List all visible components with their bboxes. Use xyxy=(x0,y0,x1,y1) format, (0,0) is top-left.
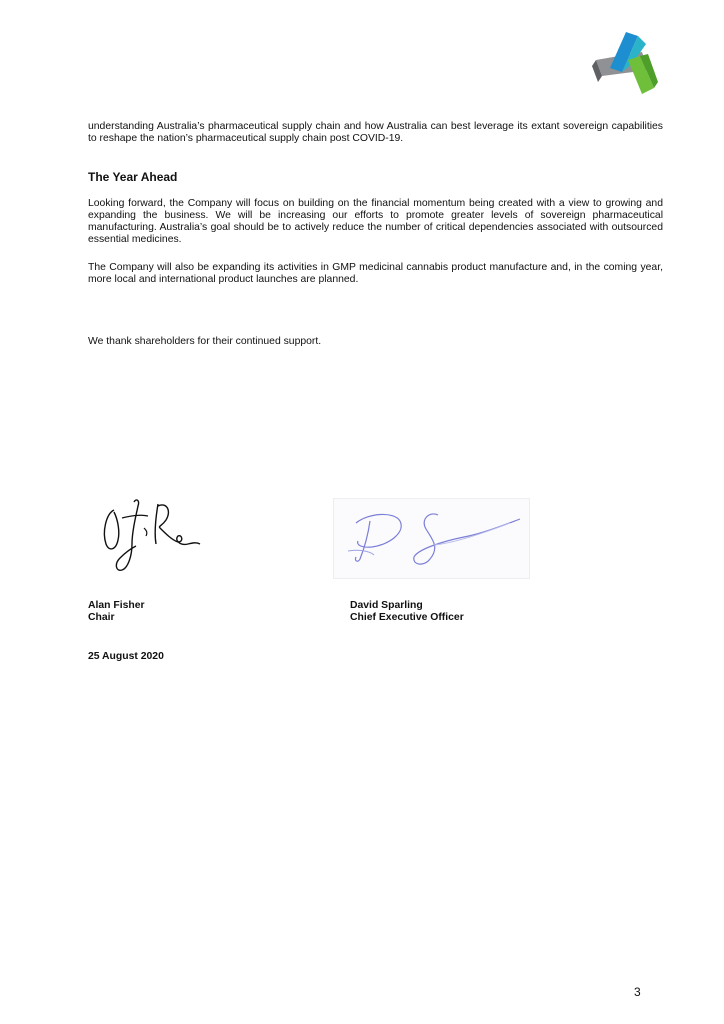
signatory-title: Chief Executive Officer xyxy=(350,612,464,623)
signature-right xyxy=(334,499,529,578)
signatory-title: Chair xyxy=(88,612,115,623)
document-date: 25 August 2020 xyxy=(88,651,164,662)
signatory-name: Alan Fisher xyxy=(88,600,145,611)
signature-left xyxy=(100,496,204,574)
signature-right-frame xyxy=(333,498,530,579)
paragraph-cannabis: The Company will also be expanding its activities in GMP medicinal cannabis product manufacture and, in the coming year, more local and international product launches are planned. xyxy=(88,262,663,286)
intro-paragraph: understanding Australia’s pharmaceutical supply chain and how Australia can best leverage its extant sovereign capabilities to reshape the nation’s pharmaceutical supply chain post COVID-19. xyxy=(88,121,663,145)
company-logo-icon xyxy=(592,30,660,98)
thanks-paragraph: We thank shareholders for their continued support. xyxy=(88,336,322,347)
signatory-chair xyxy=(88,600,145,624)
signatory-name: David Sparling xyxy=(350,600,423,611)
page-number: 3 xyxy=(634,985,641,999)
paragraph-outlook: Looking forward, the Company will focus on building on the financial momentum being created with a view to growing and expanding the business. We will be increasing our efforts to promote greater levels of sovereign pharmaceutical manufacturing. Australia’s goal should be to actively reduce the number of critical dependencies associated with outsourced essential medicines. xyxy=(88,198,663,246)
signatory-ceo xyxy=(350,600,464,624)
section-heading: The Year Ahead xyxy=(88,170,178,184)
